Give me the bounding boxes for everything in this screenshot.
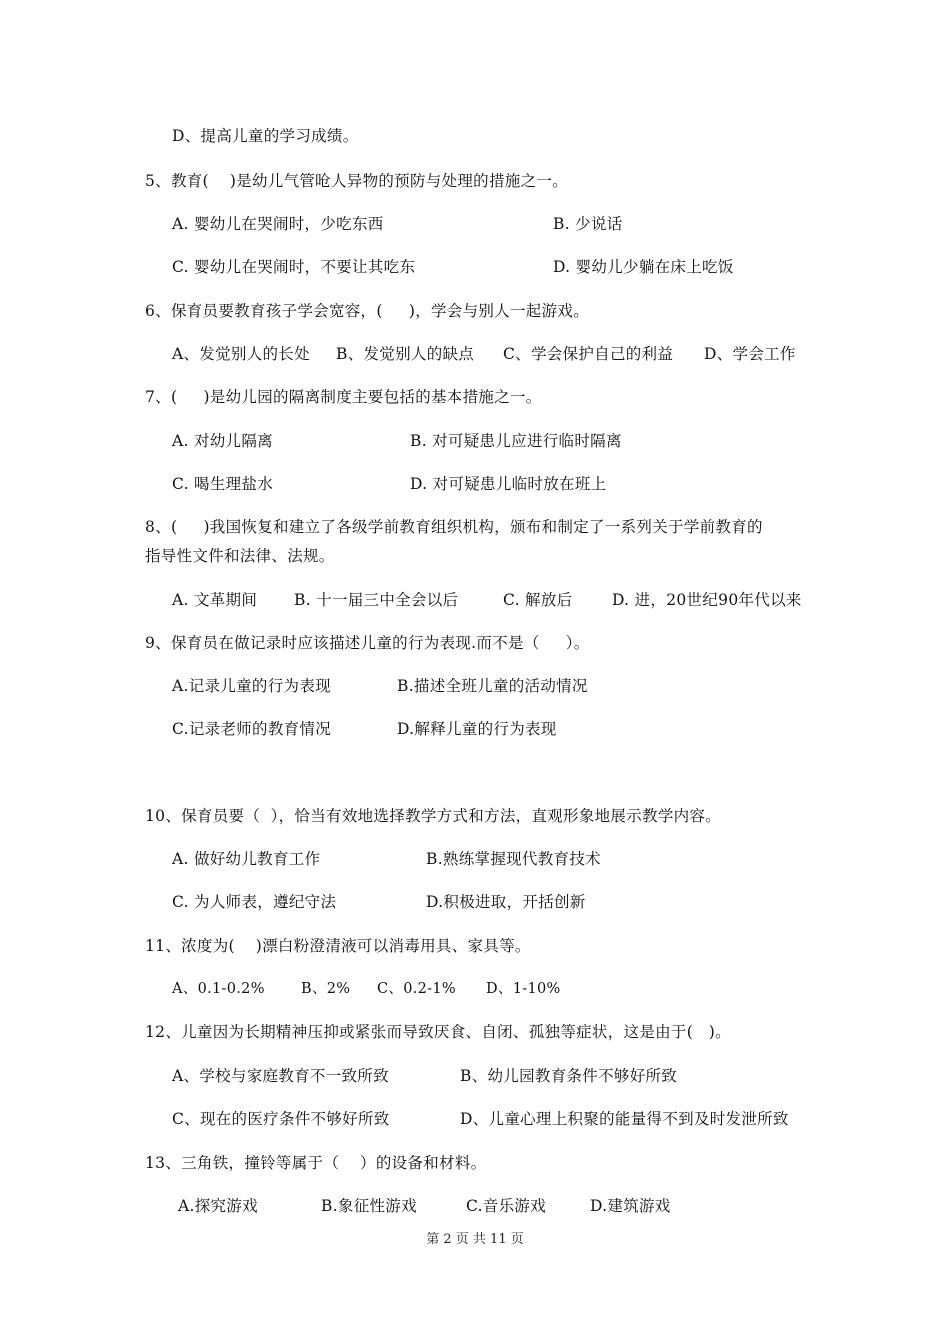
- question-13: 13、三角铁，撞铃等属于（ ）的设备和材料。: [145, 1154, 487, 1172]
- question-11: 11、浓度为( )漂白粉澄清液可以消毒用具、家具等。: [145, 937, 531, 955]
- q7-option-a: A. 对幼儿隔离: [172, 432, 273, 450]
- q9-option-b: B.描述全班儿童的活动情况: [397, 677, 588, 695]
- question-8-line2: 指导性文件和法律、法规。: [145, 547, 335, 565]
- q11-option-b: B、2%: [301, 981, 351, 997]
- q8-option-b: B. 十一届三中全会以后: [294, 591, 459, 609]
- q9-option-a: A.记录儿童的行为表现: [172, 677, 331, 695]
- q10-option-a: A. 做好幼儿教育工作: [172, 850, 321, 868]
- q8-option-c: C. 解放后: [503, 591, 573, 609]
- q13-option-a: A.探究游戏: [178, 1197, 258, 1215]
- q6-option-c: C、学会保护自己的利益: [503, 345, 674, 363]
- q13-option-b: B.象征性游戏: [321, 1197, 417, 1215]
- q11-option-d: D、1-10%: [486, 981, 561, 997]
- q12-option-d: D、儿童心理上积聚的能量得不到及时发泄所致: [460, 1110, 789, 1128]
- q12-option-a: A、学校与家庭教育不一致所致: [172, 1067, 389, 1085]
- q13-option-d: D.建筑游戏: [590, 1197, 671, 1215]
- question-10: 10、保育员要（ ），恰当有效地选择教学方式和方法，直观形象地展示教学内容。: [145, 807, 722, 825]
- q10-option-b: B.熟练掌握现代教育技术: [426, 850, 601, 868]
- q11-option-a: A、0.1-0.2%: [172, 981, 265, 997]
- question-5: 5、教育( )是幼儿气管呛人异物的预防与处理的措施之一。: [145, 172, 568, 190]
- q7-option-d: D. 对可疑患儿临时放在班上: [410, 475, 607, 493]
- question-12: 12、儿童因为长期精神压抑或紧张而导致厌食、自闭、孤独等症状，这是由于( )。: [145, 1023, 731, 1041]
- q7-option-c: C. 喝生理盐水: [172, 475, 274, 493]
- q10-option-d: D.积极进取，开括创新: [426, 893, 586, 911]
- q6-option-d: D、学会工作: [704, 345, 796, 363]
- q5-option-a: A. 婴幼儿在哭闹时，少吃东西: [172, 215, 384, 233]
- q10-option-c: C. 为人师表，遵纪守法: [172, 893, 337, 911]
- q5-option-c: C. 婴幼儿在哭闹时，不要让其吃东: [172, 258, 416, 276]
- q4-option-d: D、提高儿童的学习成绩。: [172, 127, 359, 145]
- question-9: 9、保育员在做记录时应该描述儿童的行为表现.而不是（ ）。: [145, 634, 590, 652]
- q13-option-c: C.音乐游戏: [466, 1197, 547, 1215]
- q9-option-c: C.记录老师的教育情况: [172, 720, 332, 738]
- q6-option-b: B、发觉别人的缺点: [336, 345, 475, 363]
- question-7: 7、( )是幼儿园的隔离制度主要包括的基本措施之一。: [145, 388, 542, 406]
- q6-option-a: A、发觉别人的长处: [172, 345, 310, 363]
- page-footer: 第 2 页 共 11 页: [426, 1232, 524, 1247]
- q11-option-c: C、0.2-1%: [377, 981, 456, 997]
- q5-option-b: B. 少说话: [553, 215, 623, 233]
- q12-option-b: B、幼儿园教育条件不够好所致: [460, 1067, 678, 1085]
- q9-option-d: D.解释儿童的行为表现: [397, 720, 557, 738]
- question-6: 6、保育员要教育孩子学会宽容，( )，学会与别人一起游戏。: [145, 302, 589, 320]
- question-8: 8、( )我国恢复和建立了各级学前教育组织机构，颁布和制定了一系列关于学前教育的: [145, 518, 763, 536]
- q12-option-c: C、现在的医疗条件不够好所致: [172, 1110, 390, 1128]
- q7-option-b: B. 对可疑患儿应进行临时隔离: [410, 432, 622, 450]
- q8-option-a: A. 文革期间: [172, 591, 258, 609]
- q8-option-d: D. 进，20世纪90年代以来: [612, 591, 802, 609]
- q5-option-d: D. 婴幼儿少躺在床上吃饭: [553, 258, 734, 276]
